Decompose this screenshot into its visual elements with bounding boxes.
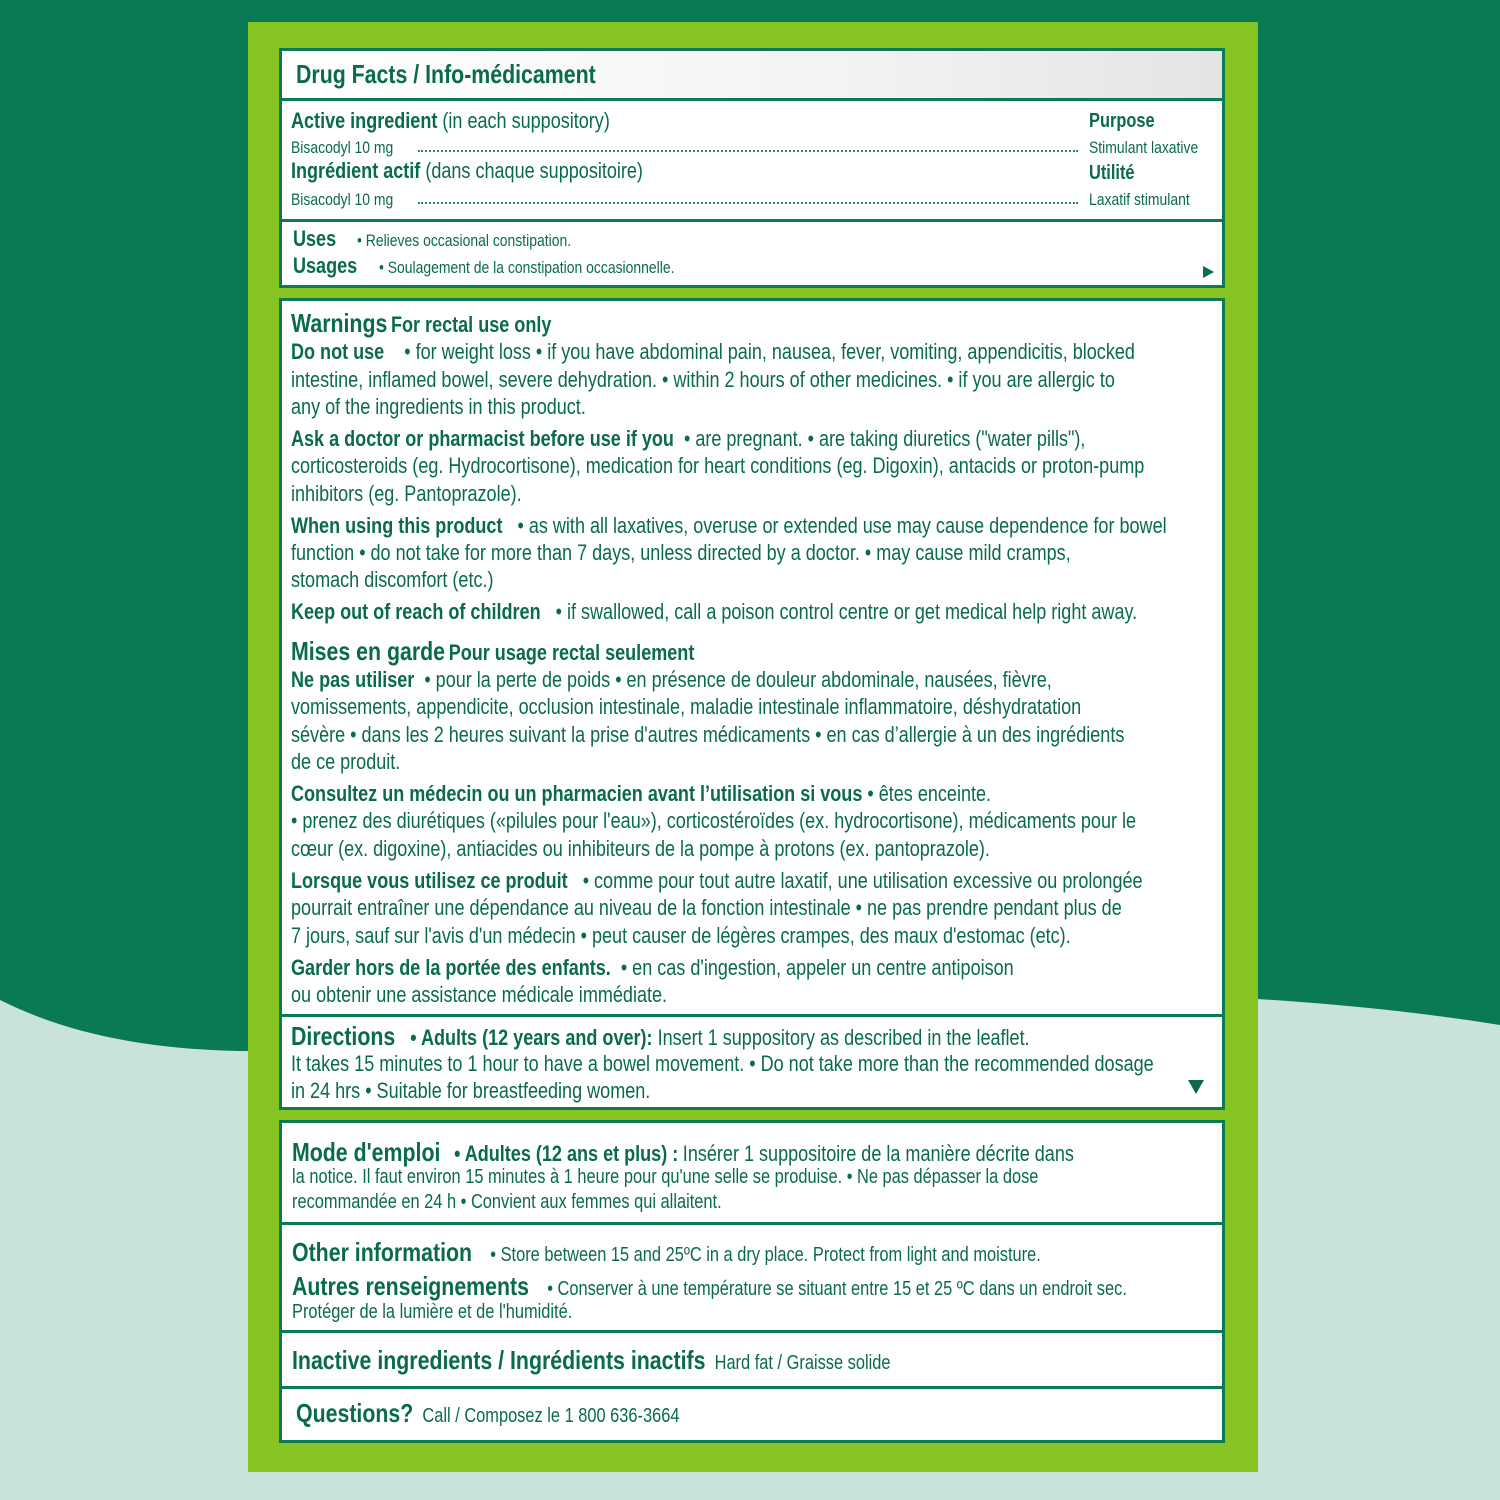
consultez-label: Consultez un médecin ou un pharmacien avant l’utilisation si vous <box>291 781 863 806</box>
do-not-use-label: Do not use <box>291 339 385 364</box>
ask-doctor-text-3: inhibitors (eg. Pantoprazole). <box>291 481 522 506</box>
questions-phone[interactable]: Call / Composez le 1 800 636-3664 <box>422 1405 680 1427</box>
lorsque-text-1: • comme pour tout autre laxatif, une utilisation excessive ou prolongée <box>582 868 1143 893</box>
autres-renseignements-text: • Conserver à une température se situant entre 15 et 25 ºC dans un endroit sec. <box>547 1278 1127 1300</box>
ne-pas-utiliser-text-3: sévère • dans les 2 heures suivant la prise d'autres médicaments • en cas d’allergie à un des ingrédients <box>291 722 1125 747</box>
directions-adults-label: • Adults (12 years and over): <box>410 1025 653 1050</box>
mises-title: Mises en garde <box>291 636 446 666</box>
uses-text: • Relieves occasional constipation. <box>357 231 572 250</box>
lorsque-text-2: pourrait entraîner une dépendance au niveau de la fonction intestinale • ne pas prendre pendant plus de <box>291 895 1122 920</box>
drug-facts-header <box>282 51 1222 98</box>
directions-text-2: It takes 15 minutes to 1 hour to have a bowel movement. • Do not take more than the recommended dosage <box>291 1051 1154 1076</box>
garder-text-1: • en cas d'ingestion, appeler un centre antipoison <box>620 955 1014 980</box>
uses-section <box>282 219 1222 285</box>
active-ingredient-label: Active ingredient <box>291 108 438 133</box>
ask-doctor-label: Ask a doctor or pharmacist before use if you <box>291 426 674 451</box>
mode-emploi-adults-label: • Adultes (12 ans et plus) : <box>454 1141 679 1166</box>
mode-emploi-text-2: la notice. Il faut environ 15 minutes à 1 heure pour qu'une selle se produise. • Ne pas dépasser la dose <box>292 1166 1039 1188</box>
other-information-section <box>282 1222 1222 1330</box>
lorsque-text-3: 7 jours, sauf sur l'avis d'un médecin • peut causer de légères crampes, des maux d'estomac (etc). <box>291 923 1071 948</box>
consultez-text-2: • prenez des diurétiques («pilules pour l'eau»), corticostéroïdes (ex. hydrocortisone), médicaments pour le <box>291 808 1137 833</box>
mode-emploi-title: Mode d'emploi <box>292 1137 441 1167</box>
mode-emploi-text-1: Insérer 1 suppositoire de la manière décrite dans <box>682 1141 1074 1166</box>
garder-label: Garder hors de la portée des enfants. <box>291 955 611 980</box>
questions-label: Questions? <box>296 1398 414 1428</box>
ne-pas-utiliser-label: Ne pas utiliser <box>291 667 415 692</box>
do-not-use-text-2: intestine, inflamed bowel, severe dehydration. • within 2 hours of other medicines. • if you are allergic to <box>291 367 1115 392</box>
usages-label: Usages <box>293 253 358 278</box>
autres-renseignements-text-2: Protéger de la lumière et de l'humidité. <box>292 1301 573 1323</box>
active-ingredient-section <box>282 98 1222 219</box>
when-using-text-2: function • do not take for more than 7 days, unless directed by a doctor. • may cause mild cramps, <box>291 540 1071 565</box>
usages-text: • Soulagement de la constipation occasionnelle. <box>379 258 675 277</box>
mises-subtitle: Pour usage rectal seulement <box>448 640 695 665</box>
uses-label: Uses <box>293 226 337 251</box>
consultez-text-3: cœur (ex. digoxine), antiacides ou inhibiteurs de la pompe à protons (ex. pantoprazole). <box>291 836 990 861</box>
inactive-ingredients-label: Inactive ingredients / Ingrédients inactifs <box>292 1345 706 1375</box>
ask-doctor-text-1: • are pregnant. • are taking diuretics ("water pills"), <box>683 426 1086 451</box>
ingredient-actif-item: Bisacodyl 10 mg <box>291 190 394 209</box>
ingredient-actif-note: (dans chaque suppositoire) <box>425 158 643 183</box>
active-ingredient-note: (in each suppository) <box>442 108 610 133</box>
other-info-box <box>279 1120 1225 1443</box>
inactive-ingredients-section <box>282 1330 1222 1386</box>
when-using-label: When using this product <box>291 513 503 538</box>
do-not-use-text-1: • for weight loss • if you have abdominal pain, nausea, fever, vomiting, appendicitis, blocked <box>404 339 1135 364</box>
continue-arrow-icon <box>1203 266 1214 278</box>
questions-section <box>282 1386 1222 1440</box>
when-using-text-3: stomach discomfort (etc.) <box>291 567 494 592</box>
do-not-use-text-3: any of the ingredients in this product. <box>291 394 586 419</box>
warnings-title: Warnings <box>291 308 388 338</box>
autres-renseignements-label: Autres renseignements <box>292 1271 529 1301</box>
purpose-label: Purpose <box>1089 110 1155 132</box>
keep-out-label: Keep out of reach of children <box>291 599 541 624</box>
drug-facts-title: Drug Facts / Info-médicament <box>296 59 596 89</box>
directions-text-3: in 24 hrs • Suitable for breastfeeding women. <box>291 1078 651 1103</box>
utilite-label: Utilité <box>1089 162 1135 184</box>
directions-text-1: Insert 1 suppository as described in the leaflet. <box>657 1025 1030 1050</box>
lorsque-label: Lorsque vous utilisez ce produit <box>291 868 568 893</box>
other-information-label: Other information <box>292 1237 473 1267</box>
ne-pas-utiliser-text-4: de ce produit. <box>291 749 401 774</box>
inactive-ingredients-text: Hard fat / Graisse solide <box>714 1352 891 1374</box>
directions-title: Directions <box>291 1021 396 1051</box>
ingredient-actif-label: Ingrédient actif <box>291 158 421 183</box>
ne-pas-utiliser-text-2: vomissements, appendicite, occlusion intestinale, maladie intestinale inflammatoire, déshydratation <box>291 694 1082 719</box>
active-ingredient-item: Bisacodyl 10 mg <box>291 138 394 157</box>
ne-pas-utiliser-text-1: • pour la perte de poids • en présence de douleur abdominale, nausées, fièvre, <box>424 667 1052 692</box>
mode-emploi-text-3: recommandée en 24 h • Convient aux femmes qui allaitent. <box>292 1191 722 1213</box>
mode-emploi-section <box>282 1123 1222 1222</box>
ask-doctor-text-2: corticosteroids (eg. Hydrocortisone), medication for heart conditions (eg. Digoxin), antacids or proton-pump <box>291 453 1145 478</box>
other-information-text: • Store between 15 and 25ºC in a dry place. Protect from light and moisture. <box>490 1244 1041 1266</box>
warnings-subtitle: For rectal use only <box>390 312 552 337</box>
garder-text-2: ou obtenir une assistance médicale immédiate. <box>291 982 668 1007</box>
when-using-text-1: • as with all laxatives, overuse or extended use may cause dependence for bowel <box>517 513 1167 538</box>
purpose-value: Stimulant laxative <box>1089 138 1199 157</box>
warnings-box <box>279 298 1225 1110</box>
consultez-text-1: • êtes enceinte. <box>867 781 992 806</box>
directions-section <box>282 1014 1222 1107</box>
drug-facts-box <box>279 48 1225 288</box>
warnings-section <box>282 301 1222 1014</box>
leader-dots <box>418 150 1078 152</box>
utilite-value: Laxatif stimulant <box>1089 190 1190 209</box>
keep-out-text: • if swallowed, call a poison control centre or get medical help right away. <box>555 599 1138 624</box>
leader-dots <box>418 202 1078 204</box>
continue-down-arrow-icon <box>1188 1080 1204 1094</box>
